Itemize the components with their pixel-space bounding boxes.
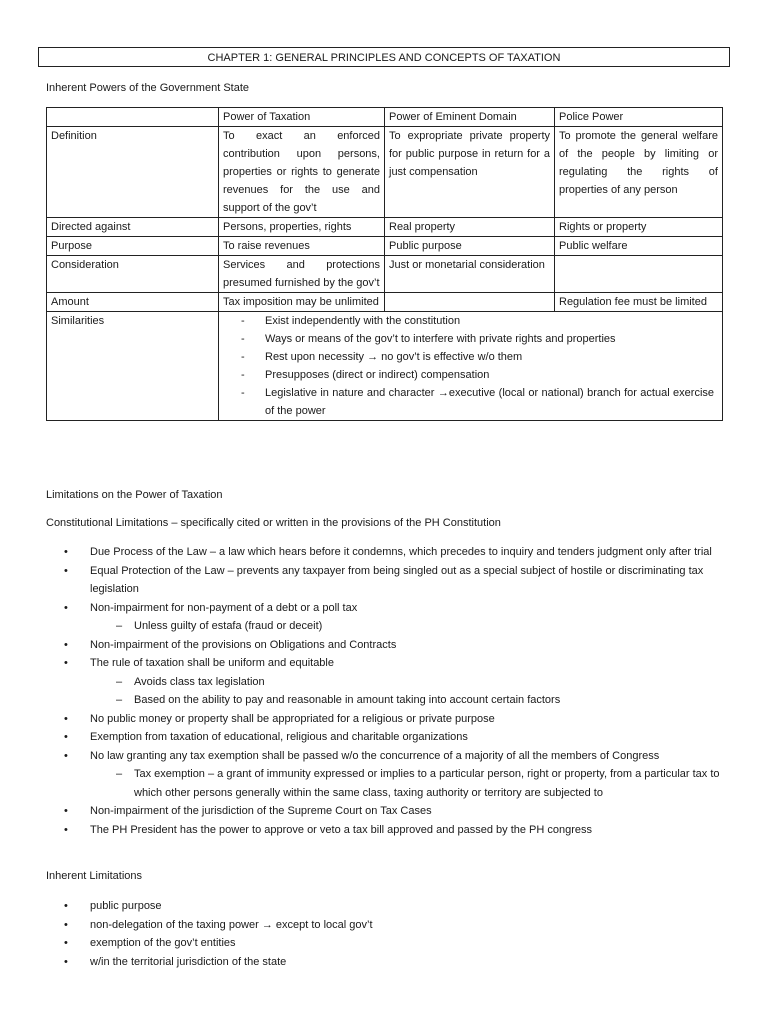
bullet-icon: • — [64, 657, 68, 669]
bullet-icon: • — [64, 731, 68, 743]
list-item — [46, 802, 726, 821]
list-item — [46, 654, 726, 710]
table-row — [47, 293, 723, 312]
list-item — [46, 916, 726, 935]
table-row — [47, 127, 723, 218]
sub-list-item: – Tax exemption – a grant of immunity expressed or implies to a particular person, right or property, from a particular tax to which other persons generally within the same class, taxing authority or territory are subjected to — [116, 765, 726, 802]
table-cell — [385, 293, 555, 312]
list-item-text: public purpose — [90, 900, 162, 912]
bullet-icon: • — [64, 712, 68, 725]
similarities-cell — [219, 312, 723, 421]
list-item: - Legislative in nature and character →executive (local or national) branch for actual exercise of the power — [241, 384, 714, 420]
table-header-cell: Power of Eminent Domain — [385, 108, 555, 127]
table-header-cell — [47, 108, 219, 127]
list-item-text: No law granting any tax exemption shall be passed w/o the concurrence of a majority of all the members of Congress — [90, 749, 660, 762]
table-cell: Just or monetarial consideration — [385, 256, 555, 293]
table-row — [47, 218, 723, 237]
list-item-text: The PH President has the power to approve or veto a tax bill approved and passed by the PH congress — [90, 823, 593, 836]
inherent-powers-heading: Inherent Powers of the Government State — [46, 82, 250, 94]
list-item-text: w/in the territorial jurisdiction of the state — [90, 955, 287, 968]
list-item — [46, 543, 726, 562]
table-header-cell: Power of Taxation — [219, 108, 385, 127]
table-cell: Rights or property — [555, 218, 723, 237]
table-cell — [555, 256, 723, 293]
list-item-text: Non-impairment of the jurisdiction of the Supreme Court on Tax Cases — [90, 805, 432, 817]
bullet-icon: • — [64, 546, 68, 558]
list-item-text: Non-impairment of the provisions on Obligations and Contracts — [90, 638, 397, 651]
sub-list — [90, 673, 726, 710]
list-item — [46, 599, 726, 636]
bullet-icon: • — [64, 638, 68, 651]
constitutional-limitations — [46, 543, 726, 839]
list-item-text: Non-impairment for non-payment of a debt or a poll tax — [90, 601, 358, 614]
list-item — [46, 897, 726, 916]
list-item — [46, 821, 726, 840]
table-row — [47, 256, 723, 293]
row-label: Amount — [47, 293, 219, 312]
list-item-text: exemption of the gov’t entities — [90, 937, 236, 949]
similarities-list — [223, 312, 718, 420]
table-cell: Public welfare — [555, 237, 723, 256]
inherent-limitations-heading: Inherent Limitations — [46, 870, 142, 882]
list-item-text: The rule of taxation shall be uniform and equitable — [90, 657, 334, 669]
list-item-text: Exemption from taxation of educational, religious and charitable organizations — [90, 731, 468, 743]
bullet-icon: • — [64, 955, 68, 968]
list-item-text: Due Process of the Law – a law which hears before it condemns, which precedes to inquiry and tenders judgment only after trial — [90, 546, 712, 558]
table-cell: Services and protections presumed furnished by the gov’t — [219, 256, 385, 293]
bullet-icon: • — [64, 805, 68, 817]
list-item — [46, 710, 726, 729]
row-label: Definition — [47, 127, 219, 218]
table-cell: To raise revenues — [219, 237, 385, 256]
sub-list-item: – Avoids class tax legislation — [116, 673, 726, 692]
bullet-icon: • — [64, 900, 68, 912]
row-label: Purpose — [47, 237, 219, 256]
table-cell: Tax imposition may be unlimited — [219, 293, 385, 312]
powers-comparison-table — [46, 107, 723, 421]
list-item-text: No public money or property shall be appropriated for a religious or private purpose — [90, 712, 495, 725]
bullet-icon: • — [64, 749, 68, 762]
bullet-icon: • — [64, 918, 68, 931]
list-item — [46, 728, 726, 747]
table-row — [47, 237, 723, 256]
bullet-icon: • — [64, 823, 68, 836]
bullet-icon: • — [64, 937, 68, 949]
table-cell: Persons, properties, rights — [219, 218, 385, 237]
list-item: - Rest upon necessity → no gov’t is effective w/o them — [241, 348, 714, 366]
table-header-row — [47, 108, 723, 127]
list-item: - Presupposes (direct or indirect) compensation — [241, 366, 714, 384]
inherent-list — [46, 897, 726, 971]
list-item-text: non-delegation of the taxing power → except to local gov’t — [90, 918, 373, 931]
table-cell: Real property — [385, 218, 555, 237]
chapter-title: CHAPTER 1: GENERAL PRINCIPLES AND CONCEPTS OF TAXATION — [38, 47, 730, 67]
bullet-icon: • — [64, 564, 68, 577]
table-cell: Regulation fee must be limited — [555, 293, 723, 312]
inherent-limitations — [46, 897, 726, 971]
list-item — [46, 562, 726, 599]
table-header-cell: Police Power — [555, 108, 723, 127]
bullet-icon: • — [64, 601, 68, 614]
sub-list-item: – Based on the ability to pay and reasonable in amount taking into account certain factors — [116, 691, 726, 710]
constitutional-list — [46, 543, 726, 839]
table-cell: To exact an enforced contribution upon persons, properties or rights to generate revenues for the use and support of the gov’t — [219, 127, 385, 218]
list-item — [46, 953, 726, 972]
list-item-text: Equal Protection of the Law – prevents any taxpayer from being singled out as a special subject of hostile or discriminating tax legislation — [90, 564, 704, 595]
list-item — [46, 747, 726, 803]
row-label: Consideration — [47, 256, 219, 293]
table-cell: Public purpose — [385, 237, 555, 256]
row-label: Directed against — [47, 218, 219, 237]
row-label: Similarities — [47, 312, 219, 421]
table-cell: To expropriate private property for public purpose in return for a just compensation — [385, 127, 555, 218]
list-item: - Ways or means of the gov’t to interfere with private rights and properties — [241, 330, 714, 348]
limitations-heading: Limitations on the Power of Taxation — [46, 489, 223, 501]
constitutional-intro: Constitutional Limitations – specifically cited or written in the provisions of the PH Constitution — [46, 517, 501, 529]
sub-list — [90, 617, 726, 636]
list-item — [46, 934, 726, 953]
table-cell: To promote the general welfare of the people by limiting or regulating the rights of properties of any person — [555, 127, 723, 218]
list-item — [46, 636, 726, 655]
list-item: - Exist independently with the constitution — [241, 312, 714, 330]
sub-list-item: – Unless guilty of estafa (fraud or deceit) — [116, 617, 726, 636]
table-row-similarities — [47, 312, 723, 421]
sub-list — [90, 765, 726, 802]
